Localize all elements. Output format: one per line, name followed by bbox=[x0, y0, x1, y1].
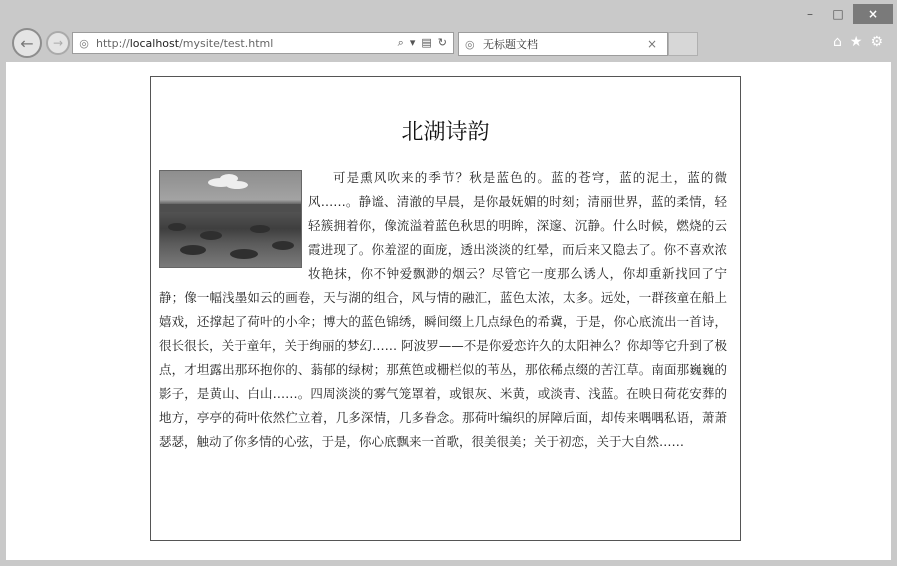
page-icon: ◎ bbox=[79, 36, 89, 50]
chevron-down-icon[interactable]: ▾ bbox=[409, 36, 416, 49]
browser-titlebar bbox=[0, 0, 897, 62]
tab-active[interactable] bbox=[458, 32, 668, 56]
new-tab-button[interactable] bbox=[668, 32, 698, 56]
address-url[interactable] bbox=[96, 37, 398, 50]
lotus-leaf-shape bbox=[180, 245, 206, 255]
window-controls bbox=[795, 4, 893, 24]
home-icon[interactable]: ⌂ bbox=[832, 34, 842, 50]
minimize-button[interactable]: – bbox=[807, 7, 813, 21]
refresh-icon[interactable]: ↻ bbox=[437, 36, 447, 49]
lotus-leaf-shape bbox=[168, 223, 186, 231]
compatibility-view-icon[interactable]: ▤ bbox=[421, 36, 432, 49]
url-path: /mysite/test.html bbox=[179, 36, 274, 50]
url-scheme: http:// bbox=[96, 36, 130, 50]
lotus-leaf-shape bbox=[250, 225, 270, 233]
page-title: 北湖诗韵 bbox=[401, 120, 490, 145]
close-window-button[interactable]: × bbox=[853, 4, 893, 24]
address-tools bbox=[398, 36, 447, 50]
tab-title: 无标题文档 bbox=[483, 38, 538, 51]
lotus-leaf-shape bbox=[230, 249, 258, 259]
lake-lotus-image bbox=[159, 170, 302, 268]
tab-page-icon: ◎ bbox=[465, 37, 475, 51]
maximize-button[interactable]: □ bbox=[832, 7, 844, 21]
lotus-leaf-shape bbox=[272, 241, 294, 250]
browser-tools bbox=[833, 34, 883, 50]
address-bar[interactable] bbox=[72, 32, 454, 54]
page-viewport bbox=[6, 62, 891, 560]
url-host: localhost bbox=[129, 36, 180, 50]
cloud-shape bbox=[226, 181, 248, 189]
settings-icon[interactable]: ⚙ bbox=[870, 34, 883, 50]
document-container bbox=[150, 76, 741, 541]
article-text: 可是熏风吹来的季节？秋是蓝色的。蓝的苍穹，蓝的泥土，蓝的微风……。静谧、清澈的早晨，是你最妩媚的时刻；清丽世界，蓝的柔情，轻轻簇拥着你，像流溢着蓝色秋思的明眸，深邃、沉静。什么时候，燃烧的云霞进现了。你羞涩的面庞，透出淡淡的红晕，而后来又隐去了。你不喜欢浓妆艳抹，你不钟爱飘渺的烟云？尽管它一度那么诱人，你却重新找回了宁静；像一幅浅墨如云的画卷，天与湖的组合，风与情的融汇，蓝色太浓，太多。远处，一群孩童在船上嬉戏，还撑起了荷叶的小伞；博大的蓝色锦绣，瞬间缀上几点绿色的希冀，于是，你心底流出一首诗，很长很长，关于童年，关于绚丽的梦幻…… 阿波罗——不是你爱恋许久的太阳神么？你却等它升到了极点，才坦露出那环抱你的、蓊郁的绿树；那蕉笆或栅栏似的苇丛，那依稀点缀的苦江草。南面那巍巍的影子，是黄山、白山……。四周淡淡的雾气笼罩着，或银灰、米黄，或淡青、浅蓝。在映日荷花安葬的地方，亭亭的荷叶依然伫立着，几多深情，几多眷念。那荷叶编织的屏障后面，却传来喁喁私语，萧萧瑟瑟，触动了你多情的心弦，于是，你心底飘来一首歌，很美很美；关于初恋，关于大自然…… bbox=[159, 170, 727, 449]
forward-button[interactable]: → bbox=[46, 31, 70, 55]
article-body bbox=[159, 166, 727, 454]
tab-close-icon[interactable]: × bbox=[647, 37, 658, 51]
favorites-icon[interactable]: ★ bbox=[849, 34, 863, 50]
back-button[interactable]: ← bbox=[12, 28, 42, 58]
treeline-shape bbox=[160, 204, 302, 212]
search-icon[interactable]: ⌕ bbox=[397, 36, 404, 49]
lotus-leaf-shape bbox=[200, 231, 222, 240]
